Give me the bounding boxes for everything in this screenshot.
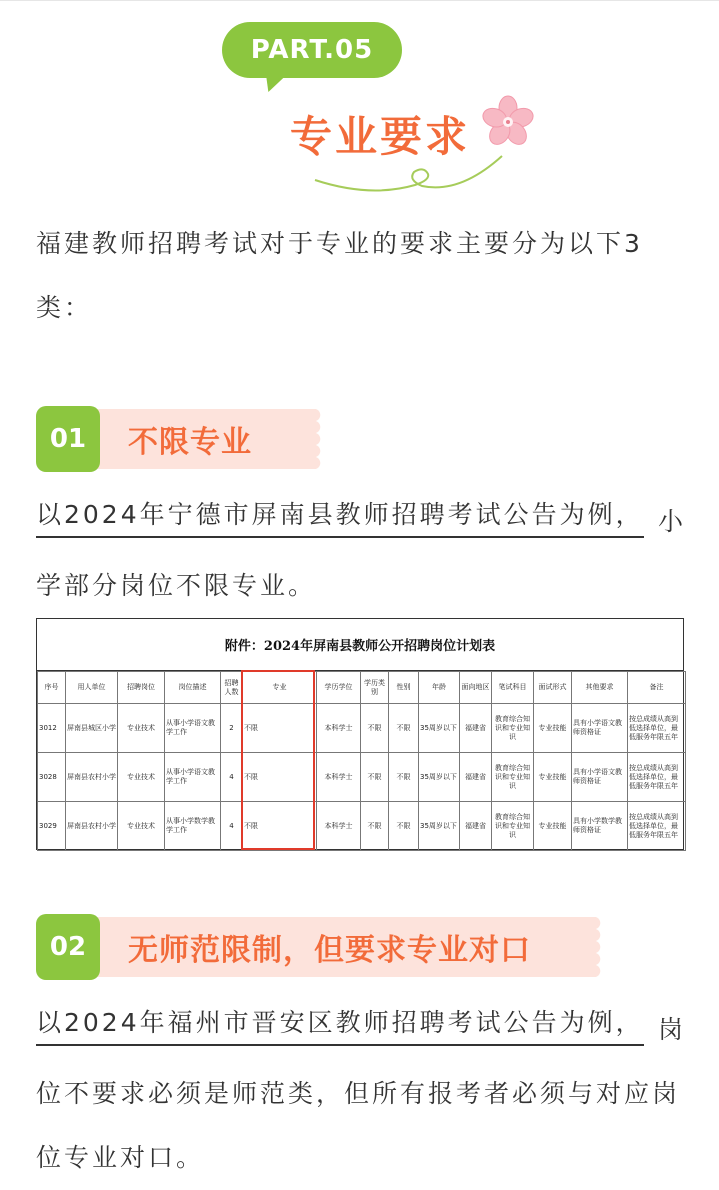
table-cell: 从事小学语文教学工作 [165,753,221,802]
table-cell: 本科学士 [317,753,361,802]
table-header: 岗位描述 [165,672,221,704]
table-cell: 屏南县农村小学 [66,802,118,851]
table-header: 招聘人数 [221,672,243,704]
table-cell: 教育综合知识和专业知识 [492,802,534,851]
table-cell: 不限 [389,753,419,802]
table-header: 性别 [389,672,419,704]
table-cell: 按总成绩从高到低选择单位，最低服务年限五年 [628,753,686,802]
table-header-row [38,672,686,704]
category-1-paragraph [36,490,686,618]
table-header: 其他要求 [572,672,628,704]
table-cell: 本科学士 [317,704,361,753]
decorative-swirl [310,150,510,200]
table-cell: 专业技能 [534,802,572,851]
table-cell: 专业技能 [534,753,572,802]
table-cell: 4 [221,753,243,802]
table-cell: 具有小学语文教师资格证 [572,704,628,753]
table-header: 备注 [628,672,686,704]
table-cell: 从事小学数学教学工作 [165,802,221,851]
category-2-source: 以2024年福州市晋安区教师招聘考试公告为例， [36,998,644,1046]
intro-paragraph [36,212,686,340]
table-cell: 福建省 [460,802,492,851]
intro-line-1: 福建教师招聘考试对于专业的要求主要分为以下3 [36,229,643,258]
top-divider [0,0,719,1]
table-cell: 不限 [389,704,419,753]
category-2-number: 02 [36,914,100,980]
table-header: 用人单位 [66,672,118,704]
category-1-source: 以2024年宁德市屏南县教师招聘考试公告为例， [36,490,644,538]
category-2-band [76,917,596,977]
table-header: 招聘岗位 [118,672,165,704]
section-title: 专业要求 [290,112,471,161]
table-cell: 专业技能 [534,704,572,753]
table-row [38,753,686,802]
table-header: 专业 [243,672,317,704]
table-header: 学历类别 [361,672,389,704]
table-cell: 专业技术 [118,802,165,851]
intro-line-2: 类： [36,293,93,322]
recruitment-plan-table [36,618,684,850]
table-cell: 具有小学语文教师资格证 [572,753,628,802]
table-header: 笔试科目 [492,672,534,704]
table-cell: 按总成绩从高到低选择单位，最低服务年限五年 [628,802,686,851]
scallop-edge [314,409,326,469]
table-header: 面试形式 [534,672,572,704]
table-cell: 专业技术 [118,704,165,753]
category-1-band [76,409,316,469]
table-title: 附件：2024年屏南县教师公开招聘岗位计划表 [37,619,683,671]
table-row [38,704,686,753]
table-cell: 3028 [38,753,66,802]
category-2-paragraph [36,998,686,1190]
category-1-text-tail: 小 [657,507,686,536]
table-cell: 屏南县城区小学 [66,704,118,753]
table-cell: 具有小学数学教师资格证 [572,802,628,851]
table-cell: 不限 [243,753,317,802]
table-cell: 不限 [243,704,317,753]
cherry-blossom-icon [480,94,536,150]
table-cell: 不限 [243,802,317,851]
category-2-title: 无师范限制，但要求专业对口 [128,933,531,968]
category-2-text-line2: 位不要求必须是师范类，但所有报考者必须与对应岗 [36,1079,681,1108]
table-cell: 教育综合知识和专业知识 [492,753,534,802]
table-cell: 从事小学语文教学工作 [165,704,221,753]
table-cell: 3029 [38,802,66,851]
table-cell: 35周岁以下 [419,753,460,802]
table-header: 年龄 [419,672,460,704]
table-cell: 2 [221,704,243,753]
table-cell: 屏南县农村小学 [66,753,118,802]
table-row [38,802,686,851]
table-cell: 不限 [361,802,389,851]
table-cell: 不限 [361,753,389,802]
table-cell: 按总成绩从高到低选择单位，最低服务年限五年 [628,704,686,753]
table-cell: 教育综合知识和专业知识 [492,704,534,753]
table-cell: 福建省 [460,704,492,753]
table-header: 序号 [38,672,66,704]
category-1-text-line2: 学部分岗位不限专业。 [36,571,317,600]
table-cell: 福建省 [460,753,492,802]
table-cell: 不限 [389,802,419,851]
plan-table [37,671,686,851]
category-1-tag [36,406,296,472]
table-cell: 本科学士 [317,802,361,851]
category-1-number: 01 [36,406,100,472]
table-header: 面向地区 [460,672,492,704]
table-header: 学历学位 [317,672,361,704]
table-cell: 4 [221,802,243,851]
category-2-text-tail: 岗 [657,1015,686,1044]
table-cell: 3012 [38,704,66,753]
category-2-tag [36,914,576,980]
part-badge: PART.05 [222,22,402,78]
table-cell: 35周岁以下 [419,802,460,851]
category-1-title: 不限专业 [128,425,252,460]
scallop-edge [594,917,606,977]
table-cell: 不限 [361,704,389,753]
table-cell: 专业技术 [118,753,165,802]
table-cell: 35周岁以下 [419,704,460,753]
category-2-text-line3: 位专业对口。 [36,1143,205,1172]
